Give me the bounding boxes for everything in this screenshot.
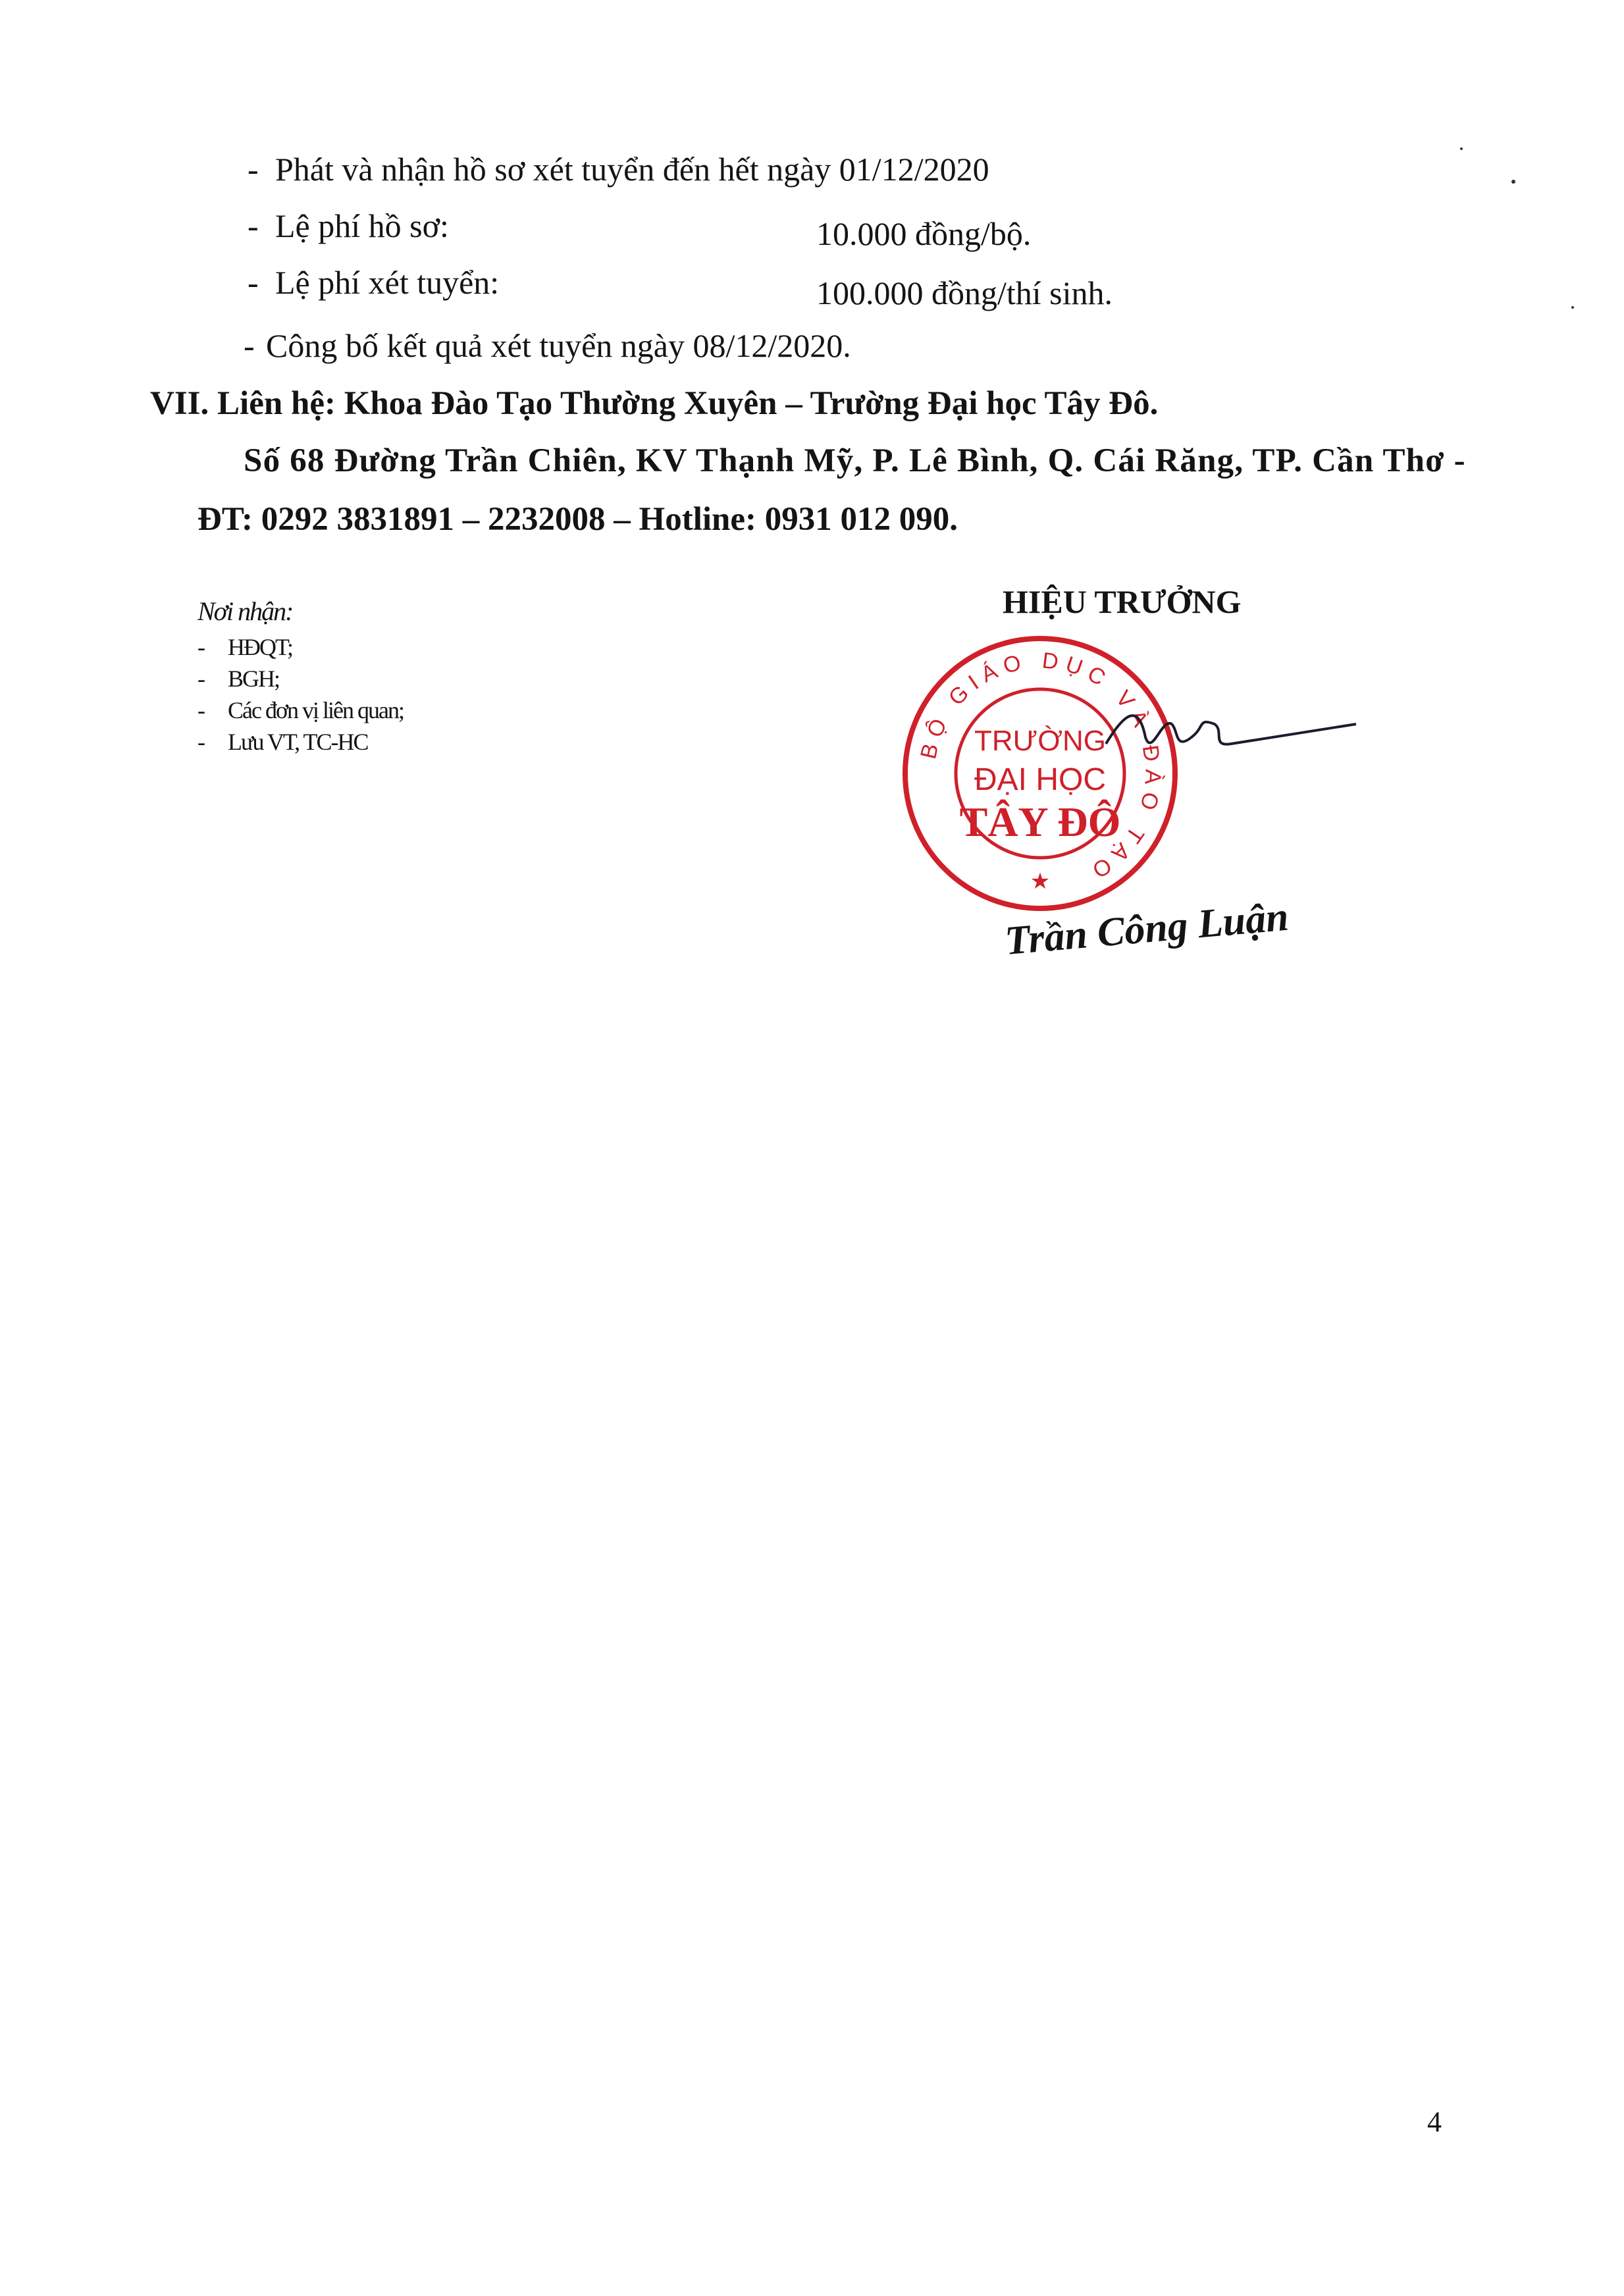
recipient-item: - BGH; (197, 665, 280, 692)
submission-deadline: - Phát và nhận hồ sơ xét tuyển đến hết ngày 01/12/2020 (248, 151, 989, 188)
recipient-item: - Lưu VT, TC-HC (197, 729, 368, 755)
admission-fee-value: 100.000 đồng/thí sinh. (816, 274, 1113, 311)
stamp-line3: TÂY ĐÔ (959, 798, 1121, 845)
handwritten-signature (1099, 698, 1363, 777)
application-fee-value: 10.000 đồng/bộ. (816, 215, 1032, 252)
stamp-line1: TRƯỜNG (974, 725, 1106, 757)
contact-address: Số 68 Đường Trần Chiên, KV Thạnh Mỹ, P. Lê Bình, Q. Cái Răng, TP. Cần Thơ - (244, 442, 1466, 479)
recipient-item: - Các đơn vị liên quan; (197, 697, 404, 723)
application-fee-label: - Lệ phí hồ sơ: (248, 207, 449, 244)
stamp-line2: ĐẠI HỌC (974, 762, 1107, 797)
scan-artifact (1460, 147, 1463, 150)
results-date: - Công bố kết quả xét tuyển ngày 08/12/2020. (244, 327, 851, 364)
signer-name: Trần Công Luận (1003, 894, 1291, 964)
stamp-ring-text: BỘ GIÁO DỤC VÀ ĐÀO TẠO (916, 648, 1166, 887)
recipients-title: Nơi nhận: (197, 596, 293, 626)
scan-artifact (1571, 306, 1574, 309)
admission-fee-label: - Lệ phí xét tuyển: (248, 264, 500, 301)
scan-artifact (1511, 180, 1515, 184)
contact-heading: VII. Liên hệ: Khoa Đào Tạo Thường Xuyên – Trường Đại học Tây Đô. (150, 385, 1159, 422)
recipient-item: - HĐQT; (197, 634, 292, 660)
page-number: 4 (1427, 2106, 1442, 2138)
recipients-block (197, 596, 404, 760)
contact-phone: ĐT: 0292 3831891 – 2232008 – Hotline: 0931 012 090. (197, 501, 958, 538)
star-icon: ★ (1030, 868, 1051, 895)
signer-title: HIỆU TRƯỞNG (1003, 583, 1242, 620)
